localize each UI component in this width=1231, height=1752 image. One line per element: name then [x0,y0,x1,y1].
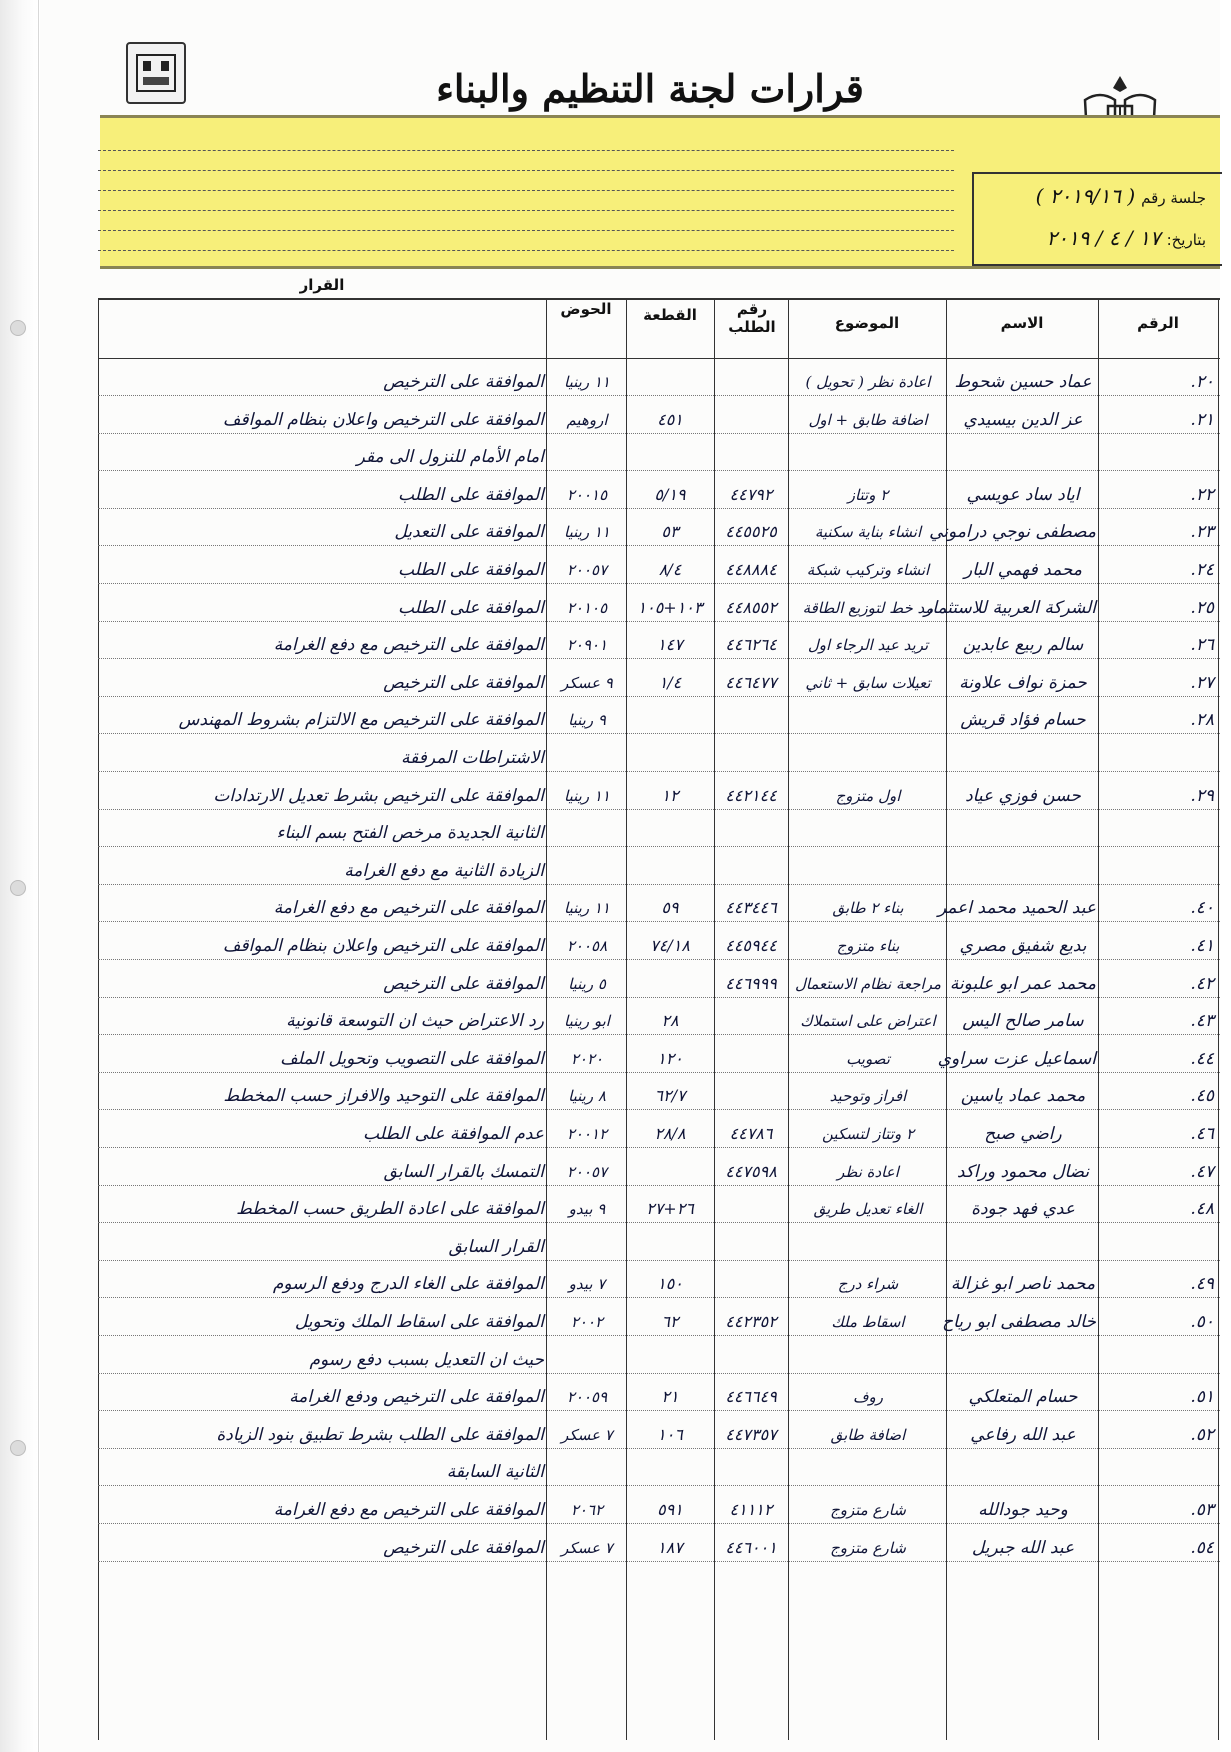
cell-decision: الاشتراطات المرفقة [401,748,544,768]
cell-decision: الموافقة على التوحيد والافراز حسب المخطط [223,1086,544,1107]
cell-basin: ٥ رينيا [568,974,606,993]
cell-number: ٢٦. [1190,635,1214,656]
cell-name [950,853,1096,889]
cell-request: ٤١١١٢ [729,1500,773,1519]
cell-request [716,702,786,738]
cell-decision: الموافقة على الترخيص مع دفع الغرامة [273,1500,544,1520]
cell-basin: ١١ رينيا [564,523,610,542]
cell-subject [792,439,944,475]
cell-name: بديع شفيق مصري [959,936,1087,956]
cell-request: ٤٤٦٠٠١ [725,1537,777,1557]
cell-subject: انشاء بناية سكنية [814,523,922,542]
cell-number [1102,1342,1214,1378]
table-row [98,402,1220,438]
cell-decision: الموافقة على الترخيص واعلان بنظام المواقف [222,409,544,430]
header-dotted-lines [98,131,954,251]
cell-basin [550,1342,624,1378]
cell-plot: ١/٤ [658,672,682,692]
cell-number: ٤٨. [1190,1199,1214,1220]
cell-request [716,853,786,889]
cell-request: ٤٤٦٦٤٩ [725,1387,777,1407]
cell-decision: الموافقة على اسقاط الملك وتحويل [294,1312,544,1332]
cell-number: ٥٢. [1190,1424,1214,1445]
cell-name [950,1454,1096,1490]
cell-basin: ٩ رينيا [568,711,606,730]
cell-request [716,1078,786,1114]
cell-plot [628,702,712,738]
cell-subject [792,740,944,776]
cell-decision: الموافقة على الترخيص [383,672,544,693]
cell-number: ٢٣. [1190,522,1214,543]
cell-number: ٥٤. [1190,1537,1214,1558]
cell-request [716,1266,786,1302]
cell-plot: ٥٩ [661,898,679,918]
cell-name: عبد الله رفاعي [970,1424,1076,1445]
cell-basin: ١١ رينيا [564,786,610,805]
cell-request: ٤٤٨٥٥٢ [725,597,777,617]
cell-request [716,1342,786,1378]
cell-request [716,364,786,400]
header-name: الاسم [1000,314,1044,332]
cell-basin: ٢٠٠١٥ [566,485,608,504]
cell-number [1102,740,1214,776]
cell-subject: اعتراض على استملاك [800,1012,936,1031]
cell-plot: ١٠٣+١٠٥ [637,597,703,617]
cell-decision: الثانية الجديدة مرخص الفتح بسم البناء [276,823,544,844]
binding-strip [0,0,39,1752]
cell-plot: ٢٦+٢٧ [646,1199,694,1219]
cell-name: سامر صالح اليس [962,1011,1084,1032]
cell-basin: ٨ رينيا [568,1087,606,1106]
cell-plot: ٢٨ [661,1011,679,1031]
cell-name: الشركة العربية للاستثمار [924,597,1096,618]
cell-basin [550,740,624,776]
table-row [98,702,1220,738]
cell-request: ٤٤٥٩٤٤ [725,936,777,955]
table-row [98,552,1220,588]
table-row [98,1304,1220,1340]
cell-subject: روف [852,1388,884,1407]
cell-name: حسام المتعلكي [968,1387,1078,1408]
table-row [98,1417,1220,1453]
cell-name: اسماعيل عزت سراوي [937,1048,1096,1069]
cell-decision: الموافقة على الترخيص واعلان بنظام المواقف [222,936,544,956]
punch-hole [10,1440,26,1456]
cell-decision: الموافقة على الطلب [398,560,544,580]
cell-plot: ٥٩١ [657,1500,683,1519]
table-row [98,1078,1220,1114]
session-date: بتاريخ:١٧ / ٤ / ٢٠١٩ [1046,226,1206,250]
cell-name [950,1342,1096,1378]
cell-subject: ٢ وتتاز لتسكين [821,1125,915,1143]
table-row [98,477,1220,513]
cell-basin: ٢٠٩٠١ [566,636,608,655]
cell-plot: ١٢ [661,785,679,805]
cell-decision: الموافقة على التصويب وتحويل الملف [280,1048,544,1069]
cell-request: ٤٤٢٣٥٢ [725,1312,777,1331]
table-row [98,1154,1220,1190]
cell-decision: الزيادة الثانية مع دفع الغرامة [344,860,544,881]
cell-subject: بناء ٢ طابق [832,899,904,918]
cell-number: ٥٠. [1190,1312,1214,1332]
cell-decision: الموافقة على الترخيص بشرط تعديل الارتدادات [213,785,544,806]
cell-subject [792,853,944,889]
punch-hole [10,320,26,336]
cell-basin: ابو رينيا [564,1012,610,1031]
cell-plot: ٢١ [661,1387,679,1407]
cell-basin: ٢٠٠٢ [570,1313,604,1331]
cell-decision: الموافقة على الترخيص مع دفع الغرامة [273,635,544,656]
cell-plot: ٦٢ [661,1312,679,1331]
cell-name [950,815,1096,851]
table-row [98,740,1220,776]
cell-name: محمد فهمي البار [963,560,1083,580]
cell-basin: ١١ رينيا [564,899,610,918]
table-row [98,590,1220,626]
cell-decision: الثانية السابقة [446,1462,544,1483]
cell-request [716,439,786,475]
cell-request [716,740,786,776]
table-row [98,1492,1220,1528]
cell-subject: شارع متزوج [830,1538,906,1557]
cell-number: ٤٥. [1190,1086,1214,1107]
cell-number: ٢٢. [1190,484,1214,505]
cell-name: عماد حسين شحوط [954,372,1092,392]
cell-plot [628,853,712,889]
cell-plot: ١٨٧ [657,1537,683,1557]
cell-decision: الموافقة على الطلب [398,597,544,618]
cell-plot [628,1229,712,1265]
cell-basin: ٢٠٠٥٩ [566,1388,608,1407]
cell-request [716,1003,786,1039]
table-row [98,815,1220,851]
municipality-logo-icon [126,42,186,104]
cell-plot: ٥/١٩ [654,484,686,504]
cell-plot: ١٠٦ [657,1424,683,1444]
cell-request: ٤٤٦٢٦٤ [725,635,777,655]
cell-name: عبد الحميد محمد اعمر [937,898,1096,919]
cell-request [716,1454,786,1490]
header-subject: الموضوع [834,314,900,332]
cell-plot: ١٥٠ [657,1274,683,1294]
table-row [98,364,1220,400]
cell-plot [628,815,712,851]
document-page [40,0,1220,1752]
cell-subject: اعادة نظر ( تحويل ) [805,373,931,391]
document-title: قرارات لجنة التنظيم والبناء [436,66,864,111]
cell-number: ٤٣. [1190,1011,1214,1032]
cell-request: ٤٤٥٥٢٥ [725,522,777,542]
table-row [98,439,1220,475]
cell-decision: الموافقة على اعادة الطريق حسب المخطط [236,1199,544,1220]
cell-decision: الموافقة على الترخيص مع الالتزام بشروط المهندس [178,710,544,731]
cell-basin: ١١ رينيا [564,373,610,391]
cell-number: ٤٧. [1190,1161,1214,1182]
cell-subject: شارع متزوج [830,1501,906,1519]
cell-basin: ٢٠٠٥٧ [566,1162,608,1181]
cell-request: ٤٤٦٤٧٧ [725,672,777,692]
cell-request [716,815,786,851]
cell-request [716,1229,786,1265]
cell-name: نضال محمود وراكد [956,1161,1090,1182]
cell-number: ٤٦. [1190,1124,1214,1144]
cell-subject: اسقاط ملك [831,1313,905,1331]
cell-subject: اضافة طابق + اول [808,410,928,429]
table-row [98,1530,1220,1566]
cell-basin [550,439,624,475]
cell-subject [792,1342,944,1378]
cell-plot: ٨/٤ [658,560,682,579]
cell-subject [792,1454,944,1490]
cell-subject [792,702,944,738]
cell-basin: ٩ بيدو [568,1200,606,1219]
cell-name: عبد الله جبريل [971,1537,1075,1558]
cell-number [1102,853,1214,889]
cell-request [716,1041,786,1077]
cell-number: ٢١. [1190,409,1214,430]
cell-request [716,1191,786,1227]
cell-plot: ٧٤/١٨ [650,936,690,955]
table-row [98,778,1220,814]
cell-decision: الموافقة على الترخيص [383,973,544,994]
table-row [98,928,1220,964]
cell-decision: عدم الموافقة على الطلب [363,1124,544,1144]
cell-basin: ٧ بيدو [568,1275,606,1294]
table-row [98,1116,1220,1152]
cell-decision: الموافقة على الترخيص [383,1537,544,1558]
cell-subject: تريد عيد الرجاء اول [807,636,929,655]
cell-subject: شراء درج [837,1275,899,1294]
cell-basin: اروهيم [566,410,608,429]
cell-subject: افراز وتوحيد [829,1087,907,1106]
cell-plot: ١٤٧ [657,635,683,655]
cell-request: ٤٤٣٤٤٦ [725,898,777,918]
table-row [98,853,1220,889]
cell-number: ٢٥. [1190,597,1214,618]
cell-subject: مراجعة نظام الاستعمال [794,974,942,993]
cell-request: ٤٤٧٣٥٧ [725,1424,777,1444]
cell-subject: اضافة طابق [830,1425,906,1444]
cell-request [716,402,786,438]
cell-number: ٢٨. [1190,710,1214,731]
table-row [98,1266,1220,1302]
punch-hole [10,880,26,896]
cell-basin: ٩ عسكر [561,673,613,692]
cell-number: ٤٤. [1190,1048,1214,1069]
cell-number: ٢٩. [1190,785,1214,806]
cell-basin: ٢٠١٠٥ [566,598,608,617]
cell-plot: ١٢٠ [657,1048,683,1068]
cell-basin: ٢٠٠١٢ [566,1125,608,1143]
cell-decision: التمسك بالقرار السابق [383,1161,544,1182]
cell-name: اياد ساد عويسي [966,484,1080,505]
cell-number [1102,1454,1214,1490]
cell-basin: ٢٠٦٢ [570,1501,604,1519]
cell-request: ٤٤٢١٤٤ [725,785,777,805]
cell-request: ٤٤٨٨٨٤ [725,560,777,579]
cell-number [1102,1229,1214,1265]
table-row [98,1003,1220,1039]
table-row [98,890,1220,926]
cell-subject: انشاء وتركيب شبكة [806,561,930,579]
cell-name [950,740,1096,776]
cell-decision: القرار السابق [448,1236,544,1257]
cell-decision: الموافقة على الترخيص مع دفع الغرامة [273,898,544,919]
cell-number: ٤٠. [1190,898,1214,919]
cell-subject [792,1229,944,1265]
cell-decision: الموافقة على التعديل [394,522,544,543]
cell-plot: ٤٥١ [657,409,683,429]
cell-decision: الموافقة على الغاء الدرج ودفع الرسوم [272,1274,544,1295]
cell-plot: ٥٣ [661,522,679,542]
cell-number [1102,815,1214,851]
cell-request: ٤٤٦٩٩٩ [725,973,777,993]
cell-decision: حيث ان التعديل بسبب دفع رسوم [309,1349,544,1370]
table-row [98,966,1220,1002]
cell-number: ٤٢. [1190,973,1214,994]
cell-basin: ٢٠٠٥٧ [566,561,608,579]
cell-name [950,439,1096,475]
cell-name: عز الدين بيسيدي [963,409,1083,430]
cell-basin: ٢٠٢٠ [570,1049,604,1068]
cell-number: ٤٩. [1190,1274,1214,1295]
cell-name: محمد ناصر ابو غزالة [950,1274,1096,1295]
cell-subject: ٢ وتتاز [847,485,889,504]
cell-decision: الموافقة على الطلب [398,484,544,505]
cell-name: وحيد جودالله [978,1500,1068,1520]
cell-name: خالد مصطفى ابو رياح [942,1312,1096,1332]
cell-decision: الموافقة على الترخيص [383,372,544,392]
header-decision: القرار [299,276,345,294]
cell-basin: ٧ عسكر [561,1538,613,1557]
cell-plot [628,740,712,776]
cell-decision: امام الأمام للنزول الى مقر [356,447,544,468]
cell-subject: بناء متزوج [836,937,900,955]
cell-number: ٥١. [1190,1387,1214,1408]
table-row [98,1342,1220,1378]
session-number: جلسة رقم( ٢٠١٩/١٦ ) [1035,184,1206,208]
cell-name: محمد عماد ياسين [960,1086,1086,1107]
cell-number: ٢٧. [1190,672,1214,693]
cell-number [1102,439,1214,475]
cell-name: حسام فؤاد قريش [960,710,1086,731]
cell-subject: اول متزوج [835,786,901,805]
header-basin: الحوض [560,300,612,318]
cell-number: ٤١. [1190,936,1214,956]
cell-basin [550,1229,624,1265]
cell-name: حسن فوزي عياد [965,785,1081,806]
cell-name: سالم ربيع عابدين [962,635,1084,656]
cell-plot [628,1342,712,1378]
cell-plot [628,1454,712,1490]
cell-basin: ٧ عسكر [561,1425,613,1444]
cell-request: ٤٤٧٥٩٨ [725,1161,777,1181]
session-info-box [972,172,1222,266]
header-request: رقم الطلب [728,300,776,336]
cell-plot [628,439,712,475]
cell-name: راضي صبح [984,1124,1062,1144]
cell-name: مصطفى نوجي دراموني [929,522,1096,543]
cell-basin [550,853,624,889]
cell-name [950,1229,1096,1265]
cell-name: محمد عمر ابو علبونة [949,973,1096,994]
cell-subject: الغاء تعديل طريق [813,1200,923,1219]
header-plot: القطعة [643,306,697,324]
cell-decision: رد الاعتراض حيث ان التوسعة قانونية [286,1011,544,1032]
header-number: الرقم [1137,314,1179,332]
table-row [98,665,1220,701]
cell-request: ٤٤٧٨٦ [729,1124,773,1143]
cell-name: حمزة نواف علاونة [959,672,1087,693]
cell-number: ٥٣. [1190,1500,1214,1520]
table-row [98,627,1220,663]
cell-basin: ٢٠٠٥٨ [566,937,608,955]
cell-plot [628,966,712,1002]
cell-decision: الموافقة على الترخيص ودفع الغرامة [289,1387,544,1408]
cell-subject: تعيلات سابق + ثاني [805,673,931,692]
cell-name: عدي فهد جودة [971,1199,1075,1220]
cell-number: ٢٠. [1190,372,1214,392]
cell-subject [792,815,944,851]
cell-subject: اعادة نظر [837,1162,899,1181]
table-row [98,1191,1220,1227]
cell-basin [550,1454,624,1490]
cell-subject: تصويب [846,1049,890,1068]
cell-decision: الموافقة على الطلب بشرط تطبيق بنود الزيادة [216,1424,544,1445]
cell-plot: ٦٢/٧ [654,1086,686,1106]
table-row [98,1229,1220,1265]
cell-basin [550,815,624,851]
cell-plot: ٢٨/٨ [654,1124,686,1143]
table-row [98,514,1220,550]
cell-number: ٢٤. [1190,560,1214,580]
table-row [98,1379,1220,1415]
cell-plot [628,364,712,400]
cell-subject: مد خط لتوزيع الطاقة [802,598,934,617]
cell-plot [628,1154,712,1190]
table-row [98,1454,1220,1490]
table-row [98,1041,1220,1077]
cell-request: ٤٤٧٩٢ [729,484,773,504]
decisions-table [98,276,1220,1740]
